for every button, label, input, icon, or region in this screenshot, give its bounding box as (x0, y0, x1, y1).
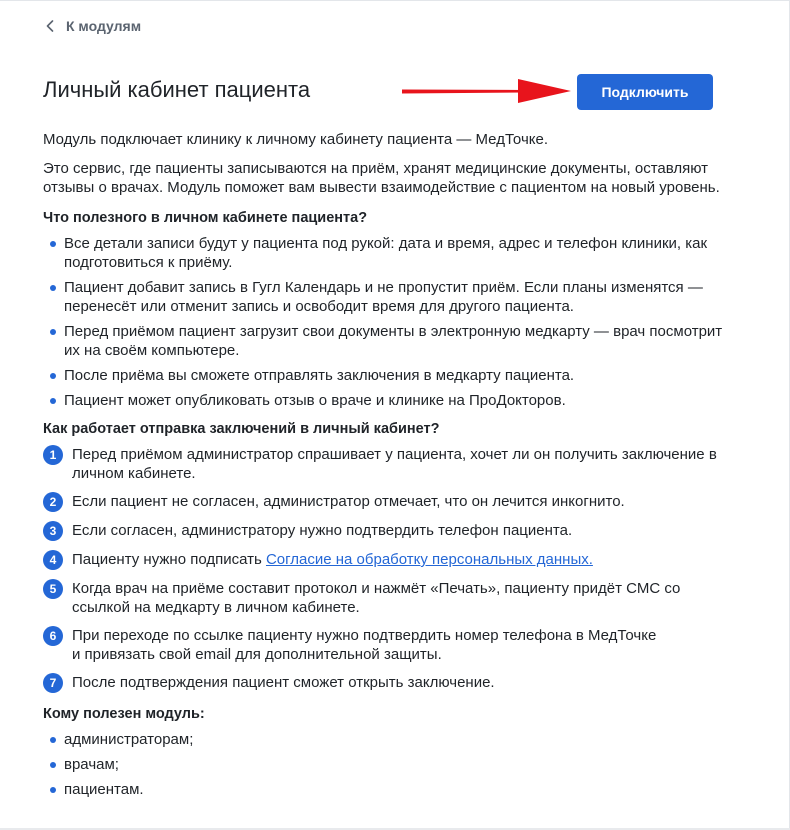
benefits-list (43, 234, 723, 410)
process-heading: Как работает отправка заключений в личный кабинет? (43, 421, 440, 437)
list-item-text: Пациент добавит запись в Гугл Календарь и не пропустит приём. Если планы изменятся — перенесёт или отменит запись и освободит время для другого пациента. (64, 279, 703, 315)
step-text: При переходе по ссылке пациенту нужно подтвердить номер телефона в МедТочке (72, 627, 657, 644)
list-item (43, 322, 723, 360)
list-item-text: После приёма вы сможете отправлять заключения в медкарту пациента. (64, 367, 575, 384)
step-number-badge: 2 (43, 492, 63, 512)
page-title: Личный кабинет пациента (43, 77, 311, 102)
bullet-icon (50, 762, 56, 768)
step-item (43, 521, 723, 541)
step-item (43, 626, 723, 664)
step-number-badge: 1 (43, 445, 63, 465)
step-text: После подтверждения пациент сможет открыть заключение. (72, 674, 495, 691)
back-to-modules-link[interactable] (46, 18, 141, 34)
list-item (43, 730, 723, 749)
step-item (43, 579, 723, 617)
step-number-badge: 5 (43, 579, 63, 599)
bullet-icon (50, 329, 56, 335)
list-item (43, 278, 723, 316)
step-number-badge: 4 (43, 550, 63, 570)
bullet-icon (50, 285, 56, 291)
step-number-badge: 3 (43, 521, 63, 541)
list-item (43, 755, 723, 774)
benefits-heading: Что полезного в личном кабинете пациента? (43, 210, 368, 226)
audience-heading: Кому полезен модуль: (43, 706, 205, 722)
step-text: Перед приёмом администратор спрашивает у пациента, хочет ли он получить заключение в личном кабинете. (72, 446, 717, 482)
list-item-text: Все детали записи будут у пациента под рукой: дата и время, адрес и телефон клиники, как подготовиться к приёму. (64, 235, 708, 271)
consent-link[interactable]: Согласие на обработку персональных данных. (265, 551, 593, 568)
top-divider (0, 0, 790, 1)
bullet-icon (50, 737, 56, 743)
step-text: Пациенту нужно подписать (72, 551, 266, 568)
list-item (43, 366, 723, 385)
intro-paragraph: Модуль подключает клинику к личному кабинету пациента — МедТочке. (43, 131, 549, 148)
arrow-right-icon (400, 74, 572, 110)
bullet-icon (50, 373, 56, 379)
bullet-icon (50, 787, 56, 793)
bullet-icon (50, 398, 56, 404)
list-item-text: Пациент может опубликовать отзыв о враче и клинике на ПроДокторов. (64, 392, 566, 409)
list-item-text: пациентам. (64, 781, 144, 798)
chevron-left-icon (46, 20, 54, 32)
step-text: и привязать свой email для дополнительной защиты. (72, 646, 442, 663)
audience-list (43, 730, 723, 799)
connect-button[interactable]: Подключить (577, 74, 713, 110)
back-link-label: К модулям (66, 18, 142, 34)
module-description (43, 130, 723, 809)
step-item (43, 550, 723, 570)
list-item-text: Перед приёмом пациент загрузит свои документы в электронную медкарту — врач посмотрит их на своём компьютере. (64, 323, 723, 359)
process-steps (43, 445, 723, 693)
step-item (43, 492, 723, 512)
bullet-icon (50, 241, 56, 247)
step-number-badge: 6 (43, 626, 63, 646)
list-item (43, 234, 723, 272)
list-item (43, 780, 723, 799)
step-item (43, 445, 723, 483)
step-text: Когда врач на приёме составит протокол и нажмёт «Печать», пациенту придёт СМС со ссылкой на медкарту в личном кабинете. (72, 580, 681, 616)
list-item-text: администраторам; (64, 731, 194, 748)
step-text: Если согласен, администратору нужно подтвердить телефон пациента. (72, 522, 573, 539)
step-text: Если пациент не согласен, администратор отмечает, что он лечится инкогнито. (72, 493, 625, 510)
list-item-text: врачам; (64, 756, 119, 773)
step-number-badge: 7 (43, 673, 63, 693)
step-item (43, 673, 723, 693)
list-item (43, 391, 723, 410)
intro-paragraph: Это сервис, где пациенты записываются на приём, хранят медицинские документы, оставляют отзывы о врачах. Модуль поможет вам вывести взаимодействие с пациентом на новый уровень. (43, 160, 720, 196)
